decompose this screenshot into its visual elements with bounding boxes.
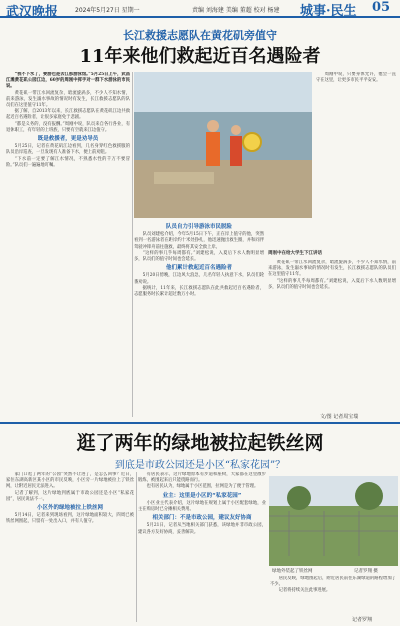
article2-heading-2: 业主：这里是小区的“私家花园” <box>162 492 242 499</box>
paragraph: “都是义务的，没有报酬。”周刚中说，队员来自各行各业，有退休职工，有年轻的上班族，只要有空就来江边值守。 <box>6 121 130 133</box>
section-title: 城事·民生 <box>300 4 357 19</box>
column-divider <box>136 472 137 622</box>
paragraph: 记者将持续关注此事进展。 <box>278 588 331 594</box>
paragraph: 家门口逛了两年的“公园”突然不让进了，是怎么回事？近日，家住东湖高新区某小区的市民反映，小区旁一片绿地被拉上了铁丝网，让附近居民无法进入。 <box>6 472 134 490</box>
fenced-greenland-illustration <box>269 476 398 566</box>
article2-heading-3: 相关部门：不是市政公园，建议友好协商 <box>152 515 252 522</box>
paragraph: “下水前一定要了解江水情况，不熟悉水性的千万不要冒险。”队员们一遍遍地叮嘱。 <box>6 156 130 168</box>
paragraph: 据统计，11年来，长江救援志愿队在此共救起近百名遇险者，志愿服务时长累计超过数万小时。 <box>134 285 264 298</box>
article1-column-2 <box>134 222 264 417</box>
paragraph: 有居民表示，这片绿地原本有步道和座椅，大家都在这里散步锻炼，被围起来后只能绕路而行。 <box>138 472 266 484</box>
paragraph: “这样的事几乎每周都有。”刘建松说，入夏后下水人数明显增多，队员们的值守时间也会延长。 <box>268 278 396 290</box>
article2-column-3 <box>270 576 396 616</box>
article1-author: 文/图 记者周宝瑞 <box>320 414 359 420</box>
page-header <box>0 0 400 18</box>
paragraph: “这样的事几乎每周都有。”刘建松说，入夏后下水人数明显增多，队员们的值守时间也会延长。 <box>134 250 264 263</box>
newspaper-logo: 武汉晚报 <box>6 5 59 20</box>
paragraph: 记者了解到，这片绿地到底属于市政公园还是小区“私家花园”，居民说法不一。 <box>6 490 134 502</box>
paragraph: 5月20日傍晚，江边风大浪急，几名年轻人执意下水，队员们轮番劝说。 <box>134 273 264 285</box>
article2-photo-credit: 记者罗翔 摄 <box>354 569 378 574</box>
article2-heading-1: 小区外的绿地被拉上铁丝网 <box>36 505 103 512</box>
paragraph: 周刚中说，只要身体允许，他会一直守在这里，让更多市民平平安安。 <box>316 72 396 84</box>
column-divider <box>132 72 133 417</box>
article2-photo-caption: 绿地外装起了铁丝网 <box>272 569 313 574</box>
article1-photo <box>134 72 312 218</box>
article1-column-1 <box>6 72 130 417</box>
paragraph: 5月21日，记者从当地相关部门获悉，该绿地并非市政公园，建议各方友好协商，妥善解决。 <box>138 523 266 535</box>
paragraph: 5月25日，记者在黄花矶江边看到，几名身穿红色救援服的队员沿岸巡查，一旦发现有人准备下水，便上前劝阻。 <box>6 144 130 156</box>
paragraph: 小区业主代表介绍，这片绿地在规划上属于小区配套绿地，业主在购房时已分摊相关费用。 <box>138 500 266 513</box>
article1-heading-2: 队员自力引导游泳市民脱险 <box>165 224 232 230</box>
article1-lead: “我不下水了，要游也是去江那游泳馆。”5月25日上午，武昌江滩黄花矶公园江边，60岁的周刚中挥手对一群下水游泳的市民说。 <box>6 72 130 90</box>
article1-heading-3: 他们累计救起近百名遇险者 <box>165 265 232 272</box>
page-number: 05 <box>372 0 391 15</box>
section-divider <box>0 422 400 424</box>
paragraph: 居民反映，绿地围起后，附近居民前往东湖绿道的路程增加了不少。 <box>270 576 396 588</box>
article2-subtitle: 到底是市政公园还是小区“私家花园”？ <box>114 460 286 471</box>
paragraph: 队员刘建松介绍，今年5月15日下午，正在岸上值守的他，突然看到一名游泳者在距岸约十米处挣扎，他迅速抛出救生圈，并和同伴驾驶冲锋舟前往施救，最终将其安全救上岸。 <box>134 232 264 250</box>
article1-photo-caption: 周刚中在给大学生下江讲话 <box>268 251 322 256</box>
article2-column-2 <box>138 472 266 622</box>
article1-heading-1: 既是救援者，更是劝导员 <box>37 136 99 143</box>
river-rescue-illustration <box>134 72 312 218</box>
paragraph: 黄花矶一带江水回流复杂，暗流旋涡多，不少人不知水情，前来游泳，发生溺水事故的情况时有发生，长江救援志愿队的队员们在这里值守11年。 <box>268 260 396 278</box>
article2-author: 记者罗翔 <box>352 617 373 623</box>
article2-photo <box>269 476 398 566</box>
article2-title: 逛了两年的绿地被拉起铁丝网 <box>76 432 324 454</box>
article1-column-3 <box>316 72 396 242</box>
paragraph: 5月14日，记者来到现场看到，这片绿地面积较大，四周已被铁丝网围起，只留有一处出入口，并有人值守。 <box>6 513 134 525</box>
issue-date: 2024年5月27日 星期一 <box>75 7 140 14</box>
article1-title: 11年来他们救起近百名遇险者 <box>79 46 321 67</box>
paragraph: 据了解，自2013年以来，长江救援志愿队在黄花矶江边共救起近百名遇险者，让很多家庭免于悲剧。 <box>6 109 130 121</box>
article1-column-4 <box>268 260 396 410</box>
paragraph: 也有居民认为，绿地属于小区范围，拉网是为了便于管理。 <box>146 484 259 490</box>
article1-subtitle: 长江救援志愿队在黄花矶旁值守 <box>123 29 277 42</box>
editors-line: 责编 刘海建 美编 董超 校对 杨建 <box>192 7 280 14</box>
paragraph: 黄花矶一带江水回流复杂，暗流旋涡多，不少人不知水情，前来游泳，发生溺水事故的情况时有发生，长江救援志愿队的队员们在这里值守11年。 <box>6 90 130 109</box>
article2-column-1 <box>6 472 134 622</box>
